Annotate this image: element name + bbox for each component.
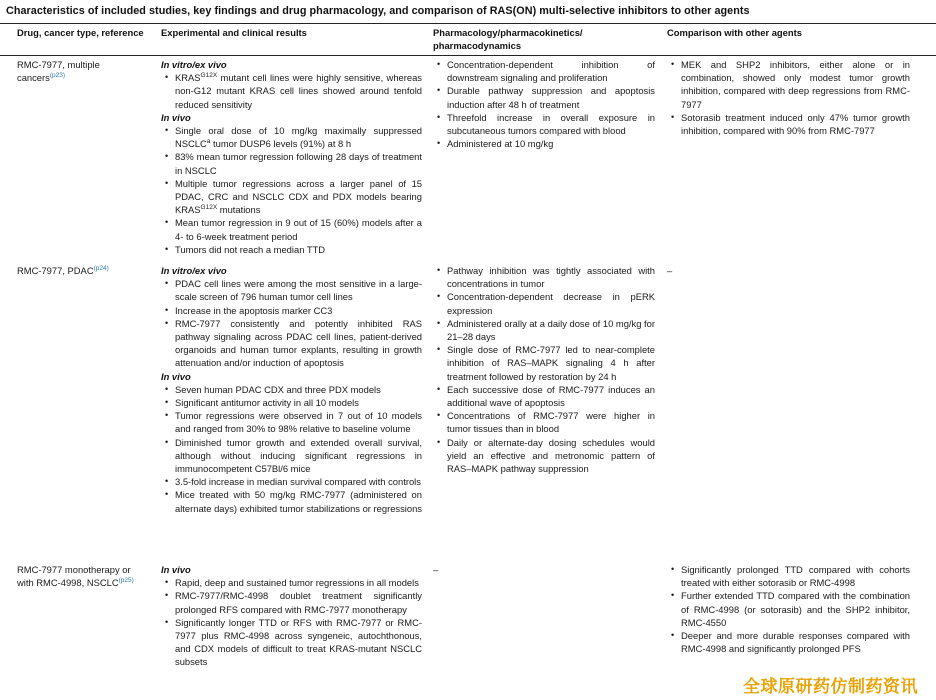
- row2-drug: [17, 264, 145, 277]
- row1-section-title: In vitro/ex vivo: [161, 59, 227, 70]
- list-item: • Durable pathway suppression and apoptosis induction after 48 h of treatment: [433, 84, 655, 110]
- list-item: • Sotorasib treatment induced only 47% tumor growth inhibition, compared with 90% from RMC-7977: [667, 111, 910, 137]
- row1-results: [161, 58, 422, 256]
- header-rule: [0, 55, 936, 56]
- table-caption: Characteristics of included studies, key findings and drug pharmacology, and comparison of RAS(ON) multi-selective inhibitors to other agents: [6, 5, 750, 17]
- header-results: Experimental and clinical results: [161, 27, 307, 38]
- list-item: • Concentration-dependent decrease in pERK expression: [433, 290, 655, 316]
- list-item: • Significantly longer TTD or RFS with RMC-7977 or RMC-7977 plus RMC-4998 across syngeneic, autochthonous, and CDX models of difficult to treat KRAS-mutant NSCLC subsets: [161, 616, 422, 669]
- row3-drug-label: RMC-7977 monotherapy or with RMC-4998, NSCLC: [17, 564, 131, 589]
- list-item: • RMC-7977/RMC-4998 doublet treatment significantly prolonged RFS compared with RMC-7977 monotherapy: [161, 589, 422, 615]
- list-item: • $KRAS^{G12X}$ mutant cell lines were highly sensitive, whereas non-G12 mutant KRAS cell lines showed around tenfold reduced sensitivity: [161, 71, 422, 111]
- empty-dash: –: [433, 564, 439, 575]
- row2-results: [161, 264, 422, 515]
- header-drug: Drug, cancer type, reference: [17, 27, 144, 38]
- row2-ref[interactable]: (p24): [93, 264, 109, 272]
- list-item: • PDAC cell lines were among the most sensitive in a large-scale screen of 796 human tumor cell lines: [161, 277, 422, 303]
- row1-drug-label: RMC-7977, multiple cancers: [17, 59, 100, 84]
- list-item: • Administered at 10 mg/kg: [433, 137, 655, 150]
- list-item: • Deeper and more durable responses compared with RMC-4998 and significantly prolonged PFS: [667, 629, 910, 655]
- list-item: • Concentration-dependent inhibition of downstream signaling and proliferation: [433, 58, 655, 84]
- list-item: • Threefold increase in overall exposure in subcutaneous tumors compared with blood: [433, 111, 655, 137]
- list-item: • Concentrations of RMC-7977 were higher in tumor tissues than in blood: [433, 409, 655, 435]
- list-item: • Rapid, deep and sustained tumor regressions in all models: [161, 576, 422, 589]
- list-item: • RMC-7977 consistently and potently inhibited RAS pathway signaling across PDAC cell lines, patient-derived organoids and human tumor explants, resulting in growth attenuation and/or induction of apoptosis: [161, 317, 422, 370]
- row3-results: [161, 563, 422, 669]
- list-item: • Multiple tumor regressions across a larger panel of 15 PDAC, CRC and NSCLC CDX and PDX models bearing $KRAS^{G12X}$ mutations: [161, 177, 422, 217]
- row2-drug-label: RMC-7977, PDAC: [17, 265, 94, 276]
- row1-pharm: [433, 58, 655, 150]
- row3-drug: [17, 563, 147, 589]
- row1-section-title-2: In vivo: [161, 111, 191, 123]
- list-item: • Diminished tumor growth and extended overall survival, although without inducing significant regressions in immunocompetent C57Bl/6 mice: [161, 436, 422, 476]
- list-item: • Mice treated with 50 mg/kg RMC-7977 (administered on alternate days) exhibited tumor stabilizations or regressions: [161, 488, 422, 514]
- list-item: • Tumors did not reach a median TTD: [161, 243, 422, 256]
- row2-section-title-2: In vivo: [161, 370, 191, 382]
- list-item: • Significantly prolonged TTD compared with cohorts treated with either sotorasib or RMC-4998: [667, 563, 910, 589]
- list-item: • Daily or alternate-day dosing schedules would yield an effective and metronomic pattern of RAS–MAPK pathway suppression: [433, 436, 655, 476]
- row1-comparison: [667, 58, 910, 137]
- row2-pharm: [433, 264, 655, 475]
- top-rule: [0, 23, 936, 24]
- list-item: • Mean tumor regression in 9 out of 15 (60%) models after a 4- to 6-week treatment period: [161, 216, 422, 242]
- list-item: • 3.5-fold increase in median survival compared with controls: [161, 475, 422, 488]
- watermark-text: 全球原研药仿制药资讯: [743, 676, 918, 697]
- row3-pharm: [433, 563, 655, 576]
- row3-comparison: [667, 563, 910, 655]
- row1-ref[interactable]: (p23): [49, 72, 66, 80]
- row2-comparison: [667, 264, 910, 277]
- list-item: • Single dose of RMC-7977 led to near-complete inhibition of RAS–MAPK signaling 4 h after treatment followed by restoration by 24 h: [433, 343, 655, 383]
- list-item: • Further extended TTD compared with the combination of RMC-4998 (or sotorasib) and the SHP2 inhibitor, RMC-4550: [667, 589, 910, 629]
- row1-drug: [17, 58, 145, 84]
- list-item: • Single oral dose of 10 mg/kg maximally suppressed NSCLC$^a$ tumor DUSP6 levels (91%) at 8 h: [161, 124, 422, 150]
- row3-ref[interactable]: (p25): [118, 577, 134, 585]
- list-item: • Increase in the apoptosis marker CC3: [161, 304, 422, 317]
- list-item: • 83% mean tumor regression following 28 days of treatment in NSCLC: [161, 150, 422, 176]
- list-item: • Significant antitumor activity in all 10 models: [161, 396, 422, 409]
- list-item: • Administered orally at a daily dose of 10 mg/kg for 21–28 days: [433, 317, 655, 343]
- header-pharm: Pharmacology/pharmacokinetics/ pharmacodynamics: [433, 27, 583, 51]
- row3-section-title: In vivo: [161, 564, 191, 575]
- row2-section-title: In vitro/ex vivo: [161, 265, 227, 276]
- list-item: • Pathway inhibition was tightly associated with concentrations in tumor: [433, 264, 655, 290]
- list-item: • MEK and SHP2 inhibitors, either alone or in combination, showed only modest tumor growth inhibition, compared with deep regressions from RMC-7977: [667, 58, 910, 111]
- header-comparison: Comparison with other agents: [667, 27, 802, 38]
- list-item: • Seven human PDAC CDX and three PDX models: [161, 383, 422, 396]
- list-item: • Each successive dose of RMC-7977 induces an additional wave of apoptosis: [433, 383, 655, 409]
- list-item: • Tumor regressions were observed in 7 out of 10 models and ranged from 30% to 98% relative to baseline volume: [161, 409, 422, 435]
- empty-dash: –: [667, 265, 673, 276]
